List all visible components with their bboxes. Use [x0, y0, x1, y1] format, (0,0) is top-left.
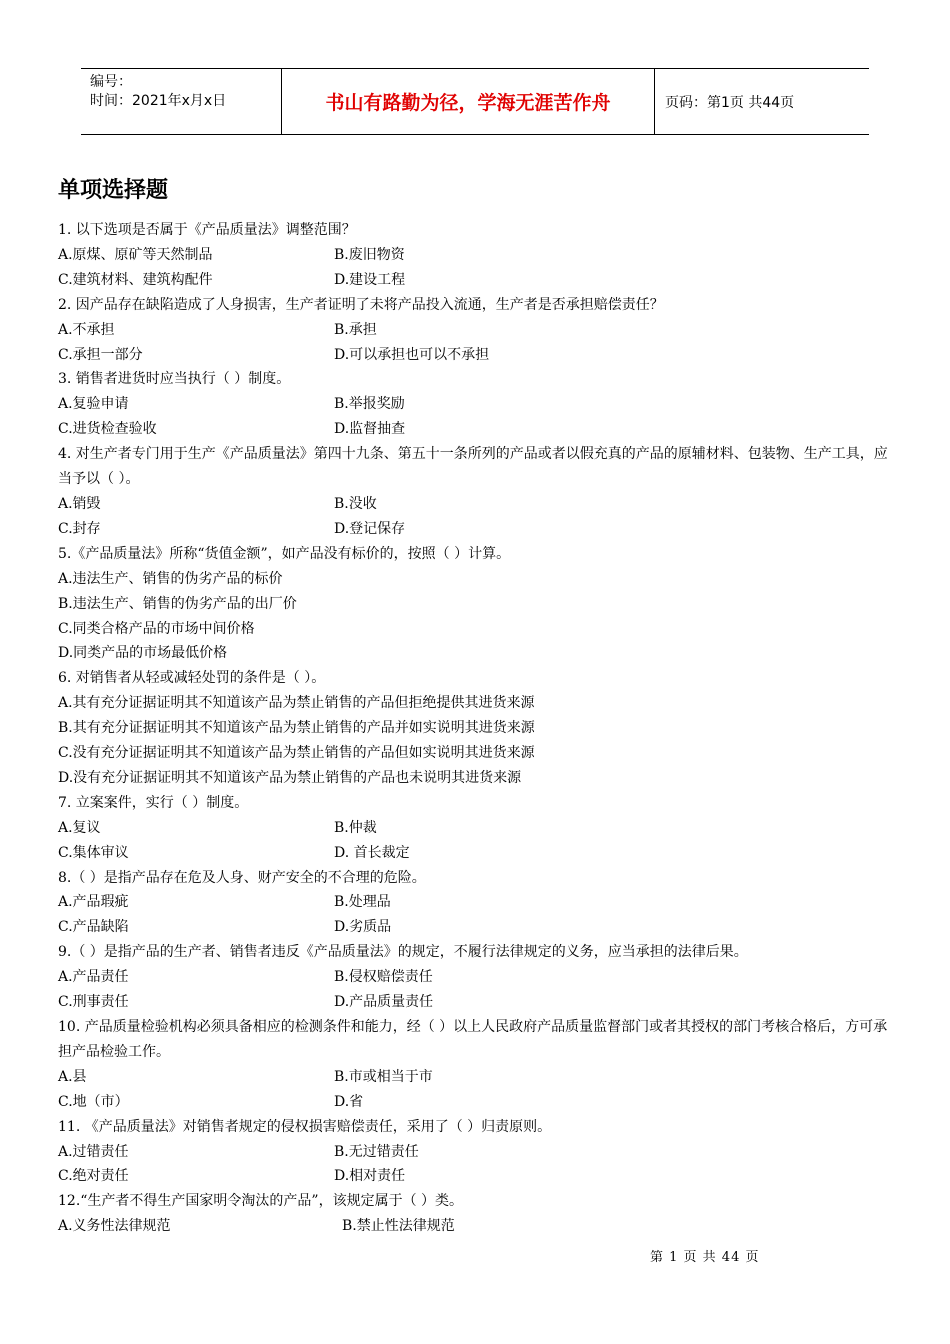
- header-meta: [81, 69, 282, 134]
- section-title: 单项选择题: [58, 178, 169, 203]
- option-c: C.绝对责任: [58, 1168, 129, 1185]
- option-row: [58, 392, 888, 417]
- option-b: B.市或相当于市: [334, 1068, 433, 1085]
- option-b: B.无过错责任: [334, 1143, 419, 1160]
- option-row: [58, 517, 888, 542]
- option-d: D.相对责任: [334, 1168, 406, 1185]
- doc-time-label: 时间：2021年x月x日: [90, 93, 227, 109]
- option-b: B.承担: [334, 321, 377, 338]
- option-c: C.同类合格产品的市场中间价格: [58, 620, 255, 637]
- option-b: B.禁止性法律规范: [342, 1218, 455, 1235]
- option-d: D.同类产品的市场最低价格: [58, 645, 228, 662]
- option-a: A.其有充分证据证明其不知道该产品为禁止销售的产品但拒绝提供其进货来源: [58, 695, 535, 712]
- option-c: C.承担一部分: [58, 346, 143, 363]
- option-b: B.处理品: [334, 894, 391, 911]
- option-b: B.仲裁: [334, 819, 377, 836]
- option-c: C.封存: [58, 520, 101, 537]
- option-row: [58, 1140, 888, 1165]
- option-b: B.其有充分证据证明其不知道该产品为禁止销售的产品并如实说明其进货来源: [58, 720, 535, 737]
- question-text: 12.“生产者不得生产国家明令淘汰的产品”，该规定属于（ ）类。: [58, 1193, 464, 1210]
- option-row: [58, 990, 888, 1015]
- option-b: B.没收: [334, 495, 377, 512]
- option-row: [58, 965, 888, 990]
- question-text: 11. 《产品质量法》对销售者规定的侵权损害赔偿责任，采用了（ ）归责原则。: [58, 1118, 552, 1135]
- option-row: [58, 343, 888, 368]
- option-row: [58, 1090, 888, 1115]
- option-row: [58, 1164, 888, 1189]
- question-text: 2. 因产品存在缺陷造成了人身损害，生产者证明了未将产品投入流通，生产者是否承担赔偿责任？: [58, 296, 664, 313]
- option-c: C.进货检查验收: [58, 421, 157, 438]
- option-a: A.销毁: [58, 495, 101, 512]
- option-row: [58, 816, 888, 841]
- option-row: [58, 890, 888, 915]
- header-motto: 书山有路勤为径，学海无涯苦作舟: [282, 69, 655, 134]
- header-page-info: 页码：第1页 共44页: [665, 94, 795, 111]
- question-text: 7. 立案案件，实行（ ）制度。: [58, 794, 249, 811]
- option-row: [58, 268, 888, 293]
- question-text: 3. 销售者进货时应当执行（ ）制度。: [58, 371, 291, 388]
- option-d: D. 首长裁定: [334, 844, 410, 861]
- option-d: D.产品质量责任: [334, 994, 434, 1011]
- option-a: A.产品责任: [58, 969, 129, 986]
- option-d: D.建设工程: [334, 271, 406, 288]
- option-b: B.违法生产、销售的伪劣产品的出厂价: [58, 595, 297, 612]
- option-b: B.举报奖励: [334, 396, 405, 413]
- question-text: 9.（ ）是指产品的生产者、销售者违反《产品质量法》的规定，不履行法律规定的义务，应当承担的法律后果。: [58, 944, 748, 961]
- option-d: D.省: [334, 1093, 364, 1110]
- question-text: 10. 产品质量检验机构必须具备相应的检测条件和能力，经（ ）以上人民政府产品质量监督部门或者其授权的部门考核合格后，方可承担产品检验工作。: [58, 1019, 888, 1060]
- option-a: A.原煤、原矿等天然制品: [58, 246, 213, 263]
- question-text: 4. 对生产者专门用于生产《产品质量法》第四十九条、第五十一条所列的产品或者以假充真的产品的原辅材料、包装物、生产工具，应当予以（ ）。: [58, 446, 888, 488]
- question-text: 6. 对销售者从轻或减轻处罚的条件是（ ）。: [58, 670, 326, 687]
- option-c: C.没有充分证据证明其不知道该产品为禁止销售的产品但如实说明其进货来源: [58, 745, 535, 762]
- option-a: A.产品瑕疵: [58, 894, 129, 911]
- option-c: C.产品缺陷: [58, 919, 129, 936]
- option-row: [58, 1214, 888, 1239]
- option-row: [58, 417, 888, 442]
- question-text: 5.《产品质量法》所称“货值金额”，如产品没有标价的，按照（ ）计算。: [58, 545, 511, 562]
- page-header: [81, 68, 869, 135]
- question-list: [58, 218, 888, 1239]
- option-d: D.没有充分证据证明其不知道该产品为禁止销售的产品也未说明其进货来源: [58, 769, 522, 786]
- question-text: 8.（ ）是指产品存在危及人身、财产安全的不合理的危险。: [58, 869, 426, 886]
- option-d: D.劣质品: [334, 919, 392, 936]
- doc-number-label: 编号：: [90, 74, 132, 90]
- option-a: A.复议: [58, 819, 101, 836]
- page-footer: 第 1 页 共 44 页: [650, 1250, 760, 1265]
- option-d: D.登记保存: [334, 520, 406, 537]
- option-c: C.集体审议: [58, 844, 129, 861]
- option-b: B.侵权赔偿责任: [334, 969, 433, 986]
- option-row: [58, 1065, 888, 1090]
- option-c: C.刑事责任: [58, 994, 129, 1011]
- option-a: A.违法生产、销售的伪劣产品的标价: [58, 570, 283, 587]
- option-c: C.建筑材料、建筑构配件: [58, 271, 213, 288]
- option-row: [58, 318, 888, 343]
- option-d: D.监督抽查: [334, 421, 406, 438]
- option-row: [58, 915, 888, 940]
- option-row: [58, 492, 888, 517]
- question-text: 1. 以下选项是否属于《产品质量法》调整范围？: [58, 222, 356, 238]
- option-a: A.不承担: [58, 321, 115, 338]
- option-c: C.地（市）: [58, 1093, 129, 1110]
- option-row: [58, 841, 888, 866]
- option-row: [58, 243, 888, 268]
- option-a: A.过错责任: [58, 1143, 129, 1160]
- option-a: A.义务性法律规范: [58, 1218, 171, 1235]
- option-a: A.县: [58, 1068, 87, 1085]
- option-d: D.可以承担也可以不承担: [334, 346, 490, 363]
- option-a: A.复验申请: [58, 396, 129, 413]
- option-b: B.废旧物资: [334, 246, 405, 263]
